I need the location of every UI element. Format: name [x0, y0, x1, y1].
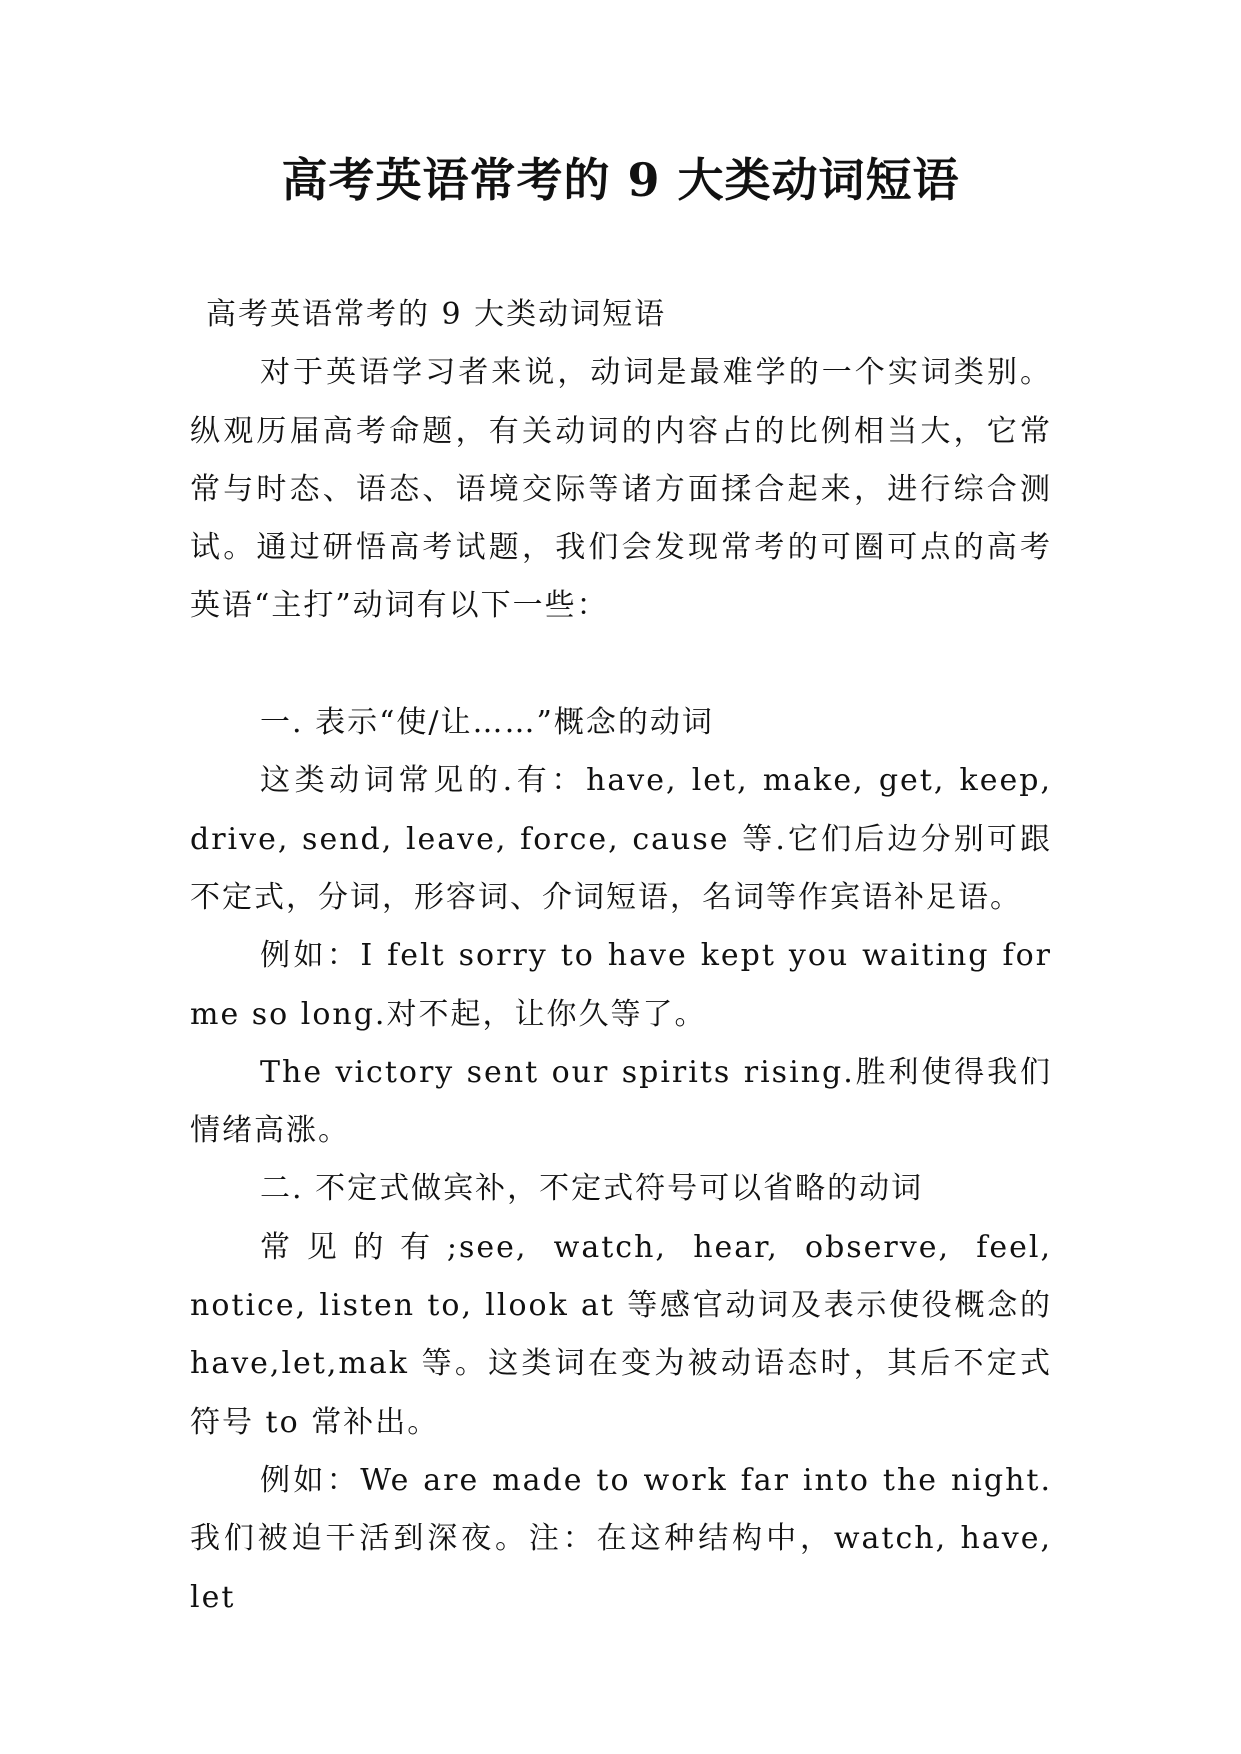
intro-paragraph: 对于英语学习者来说，动词是最难学的一个实词类别。纵观历届高考命题，有关动词的内容占的比例相当大，它常常与时态、语态、语境交际等诸方面揉合起来，进行综合测试。通过研悟高考试题，我们会发现常考的可圈可点的高考英语“主打”动词有以下一些：: [190, 355, 1052, 624]
section-heading-1: 一. 表示“使/让……”概念的动词: [260, 705, 714, 741]
document-body: [190, 286, 1052, 1627]
example-paragraph: 例如：We are made to work far into the night.我们被迫干活到深夜。注：在这种结构中，watch, have, let: [190, 1462, 1052, 1615]
blank-line: [190, 636, 1052, 694]
example-paragraph: 例如：I felt sorry to have kept you waiting for me so long.对不起，让你久等了。: [190, 938, 1052, 1032]
section-heading-2: 二. 不定式做宾补，不定式符号可以省略的动词: [260, 1171, 924, 1207]
section-2-paragraph: 常见的有;see, watch, hear, observe, feel, notice, listen to, llook at 等感官动词及表示使役概念的 have,let,mak 等。这类词在变为被动语态时，其后不定式符号 to 常补出。: [190, 1229, 1052, 1440]
document-subtitle: 高考英语常考的 9 大类动词短语: [206, 297, 667, 332]
section-1-paragraph: 这类动词常见的.有：have, let, make, get, keep, drive, send, leave, force, cause 等.它们后边分别可跟不定式，分词，形容词、介词短语，名词等作宾语补足语。: [190, 763, 1052, 915]
document-title: 高考英语常考的 9 大类动词短语: [281, 153, 960, 207]
example-paragraph: The victory sent our spirits rising.胜利使得我们情绪高涨。: [190, 1054, 1052, 1149]
